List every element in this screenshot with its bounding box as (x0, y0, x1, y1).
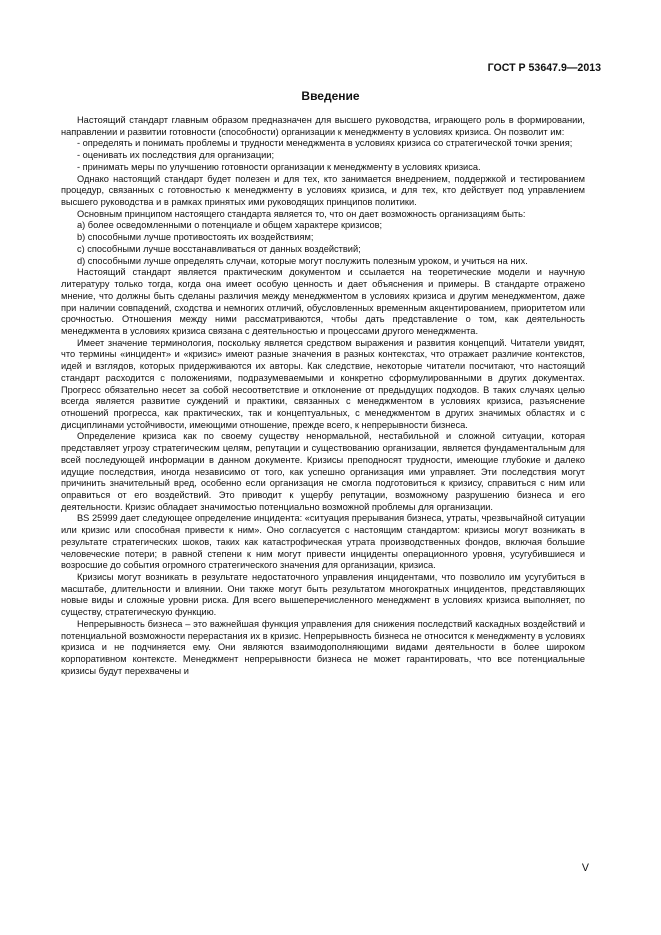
paragraph: BS 25999 дает следующее определение инцидента: «ситуация прерывания бизнеса, утраты, чрезвычайной ситуации или кризис или способная привести к ним». Оно согласуется с настоящим стандартом: кризисы могут возникать в результате стратегических шоков, таких как катастрофическая утрата производственных фондов, включая большие человеческие потери; в равной степени к ним могут привести инциденты операционного уровня, усугубившиеся и возросшие до события огромного стратегического значения для организации, кризиса. (61, 513, 585, 571)
page-number: V (581, 862, 589, 874)
paragraph: b) способными лучше противостоять их воздействиям; (77, 232, 314, 243)
document-code: ГОСТ Р 53647.9—2013 (487, 62, 601, 74)
paragraph: a) более осведомленными о потенциале и общем характере кризисов; (77, 220, 383, 231)
body-text (61, 115, 585, 678)
paragraph: Кризисы могут возникать в результате недостаточного управления инцидентами, что позволило им усугубиться в масштабе, длительности и влиянии. Они также могут быть результатом многократных инцидентов, представляющих новые виды и сложные уровни риска. Для всего вышеперечисленного менеджмент в условиях кризиса выполняет, по существу, стратегическую функцию. (61, 572, 585, 618)
paragraph: - определять и понимать проблемы и трудности менеджмента в условиях кризиса со стратегической точки зрения; (77, 138, 573, 149)
paragraph: Непрерывность бизнеса – это важнейшая функция управления для снижения последствий каскадных воздействий и потенциальной возможности перерастания их в кризис. Непрерывность бизнеса не относится к менеджменту в условиях кризиса и не подчиняется ему. Они являются взаимодополняющими видами деятельности в более широком корпоративном контексте. Менеджмент непрерывности бизнеса не может гарантировать, что все потенциальные кризисы будут перехвачены и (61, 618, 585, 676)
paragraph: - принимать меры по улучшению готовности организации к менеджменту в условиях кризиса. (77, 161, 481, 172)
paragraph: Настоящий стандарт главным образом предназначен для высшего руководства, играющего роль в формировании, направлении и развитии готовности (способности) организации к менеджменту в условиях кризиса. Он позволит им: (61, 115, 585, 137)
paragraph: c) способными лучше восстанавливаться от данных воздействий; (77, 243, 361, 254)
paragraph: Основным принципом настоящего стандарта является то, что он дает возможность организациям быть: (77, 208, 526, 219)
paragraph: Имеет значение терминология, поскольку является средством выражения и развития концепций. Читатели увидят, что термины «инцидент» и «кризис» имеют разные значения в разных контекстах, что отражает различие контекстов, идей и взглядов, которых придерживаются их авторы. Как следствие, некоторые читатели посчитают, что настоящий стандарт расходится с положениями, подразумеваемыми и конкретно сформулированными в других документах. Прогресс обязательно несет за собой несоответствие и отклонение от предыдущих подходов. В таких случаях целью всегда является развитие суждений и практики, связанных с менеджментом в условиях кризиса, разъяснение отношений прогресса, как практических, так и концептуальных, с менеджментом в других значимых областях и с дисциплинами устойчивости, имеющими отношение, прежде всего, к непрерывности бизнеса. (61, 337, 585, 430)
paragraph: Определение кризиса как по своему существу ненормальной, нестабильной и сложной ситуации, которая представляет угрозу стратегическим целям, репутации и существованию организации, является фундаментальным для всей последующей информации в данном документе. Кризисы преподносят трудности, имеющие глубокие и далеко идущие последствия, иногда независимо от того, как успешно организация ими управляет. Эти последствия могут причинить значительный вред, особенно если организация не смогла подготовиться к кризису, справиться с ним или оправиться от его воздействий. Это приводит к ущербу репутации, возможному разрушению бизнеса и его деятельности. Кризис обладает значимостью потенциально возможной проблемы для организации. (61, 431, 585, 512)
paragraph: Настоящий стандарт является практическим документом и ссылается на теоретические модели и научную литературу только тогда, когда она имеет особую ценность и дает объяснения и примеры. В стандарте отражено мнение, что должны быть сделаны различия между менеджментом в условиях кризиса и другим менеджментом, даже при наличии совпадений, сходства и немногих отличий, обусловленных временным акцентированием, приоритетом или срочностью. Отношения между ними рассматриваются, чтобы дать представление о том, как деятельность менеджмента в условиях кризиса связана с деятельностью и процессами другого менеджмента. (61, 267, 585, 336)
section-title: Введение (301, 89, 360, 103)
paragraph: - оценивать их последствия для организации; (77, 150, 275, 161)
paragraph: Однако настоящий стандарт будет полезен и для тех, кто занимается внедрением, поддержкой и тестированием процедур, связанных с готовностью к менеджменту в условиях кризиса, и для тех, кто действует под управлением высшего руководства и в рамках принятых ими руководящих принципов политики. (61, 173, 585, 208)
paragraph: d) способными лучше определять случаи, которые могут послужить полезным уроком, и учиться на них. (77, 255, 528, 266)
